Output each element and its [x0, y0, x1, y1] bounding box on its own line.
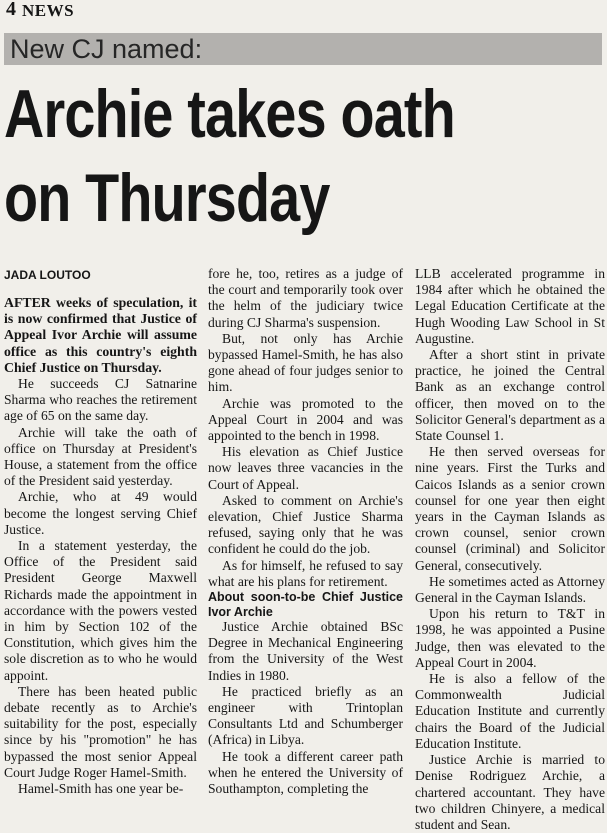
body-paragraph: Archie will take the oath of office on Thursday at President's House, a statement from the office of the President said yesterday.: [4, 424, 197, 489]
page-number: 4: [6, 0, 16, 20]
body-paragraph: Archie, who at 49 would become the longest serving Chief Justice.: [4, 489, 197, 537]
body-paragraph: Archie was promoted to the Appeal Court in 2004 and was appointed to the bench in 1998.: [208, 395, 403, 444]
body-paragraph: Hamel-Smith has one year be-: [18, 781, 184, 797]
body-paragraph: Upon his return to T&T in 1998, he was appointed a Pusine Judge, then was elevated to the Appeal Court in 2004.: [415, 606, 605, 670]
lead-paragraph: AFTER weeks of speculation, it is now confirmed that Justice of Appeal Ivor Archie will assume office as this country's eighth Chief Justice on Thursday.: [4, 295, 197, 375]
body-paragraph: There has been heated public debate recently as to Archie's suitability for the post, especially since by his "promotion" he has bypassed the most senior Appeal Court Judge Roger Hamel-Smith.: [4, 683, 197, 780]
body-paragraph: He succeeds CJ Satnarine Sharma who reaches the retirement age of 65 on the same day.: [4, 376, 197, 424]
body-paragraph: He then served overseas for nine years. First the Turks and Caicos Islands as a senior crown counsel for one year then eight years in the Cayman Islands as crown counsel, senior crown counsel (criminal) and Solicitor General, consecutively.: [415, 444, 605, 573]
body-paragraph: Asked to comment on Archie's elevation, Chief Justice Sharma refused, saying only that he was confident he could do the job.: [208, 492, 403, 557]
section-label: NEWS: [22, 1, 75, 20]
body-paragraph: He practiced briefly as an engineer with Trintoplan Consultants Ltd and Schumberger (Africa) in Libya.: [208, 683, 403, 748]
body-paragraph: Justice Archie obtained BSc Degree in Mechanical Engineering from the University of the West Indies in 1980.: [208, 619, 403, 683]
body-paragraph: Justice Archie is married to Denise Rodriguez Archie, a chartered accountant. They have two children Chinyere, a medical student and Sean.: [415, 752, 605, 832]
headline: [4, 72, 496, 240]
continued-paragraph: fore he, too, retires as a judge of the court and temporarily took over the helm of the judiciary twice during CJ Sharma's suspension.: [208, 266, 403, 330]
body-paragraph: He sometimes acted as Attorney General in the Cayman Islands.: [415, 573, 605, 606]
article-column-1: [4, 295, 197, 797]
page-header: [6, 0, 604, 26]
article-column-2: [208, 266, 403, 797]
body-paragraph: His elevation as Chief Justice now leaves three vacancies in the Court of Appeal.: [208, 444, 403, 492]
body-paragraph: He is also a fellow of the Commonwealth Judicial Education Institute and currently chairs the Board of the Judicial Education Institute.: [415, 671, 605, 751]
body-paragraph: In a statement yesterday, the Office of the President said President George Maxwell Richards made the appointment in accordance with the powers vested in him by Section 102 of the Constitution, which gives him the sole discretion as to who he would appoint.: [4, 538, 197, 683]
subheading: About soon-to-be Chief Justice Ivor Archie: [208, 590, 403, 619]
body-paragraph: As for himself, he refused to say what are his plans for retirement.: [208, 557, 403, 589]
body-paragraph: He took a different career path when he entered the University of Southampton, completing the: [208, 748, 403, 797]
headline-line-1: Archie takes oath: [4, 76, 455, 152]
byline: JADA LOUTOO: [4, 268, 91, 282]
article-column-3: [415, 266, 605, 833]
body-paragraph: But, not only has Archie bypassed Hamel-Smith, he has also gone ahead of four judges senior to him.: [208, 330, 403, 395]
kicker-banner: New CJ named:: [4, 33, 602, 65]
headline-line-2: on Thursday: [4, 160, 330, 236]
body-paragraph: After a short stint in private practice, he joined the Central Bank as an exchange control officer, then moved on to the Solicitor General's department as a State Counsel 1.: [415, 347, 605, 444]
continued-paragraph: LLB accelerated programme in 1984 after which he obtained the Legal Education Certificate at the Hugh Wooding Law School in St Augustine.: [415, 266, 605, 346]
